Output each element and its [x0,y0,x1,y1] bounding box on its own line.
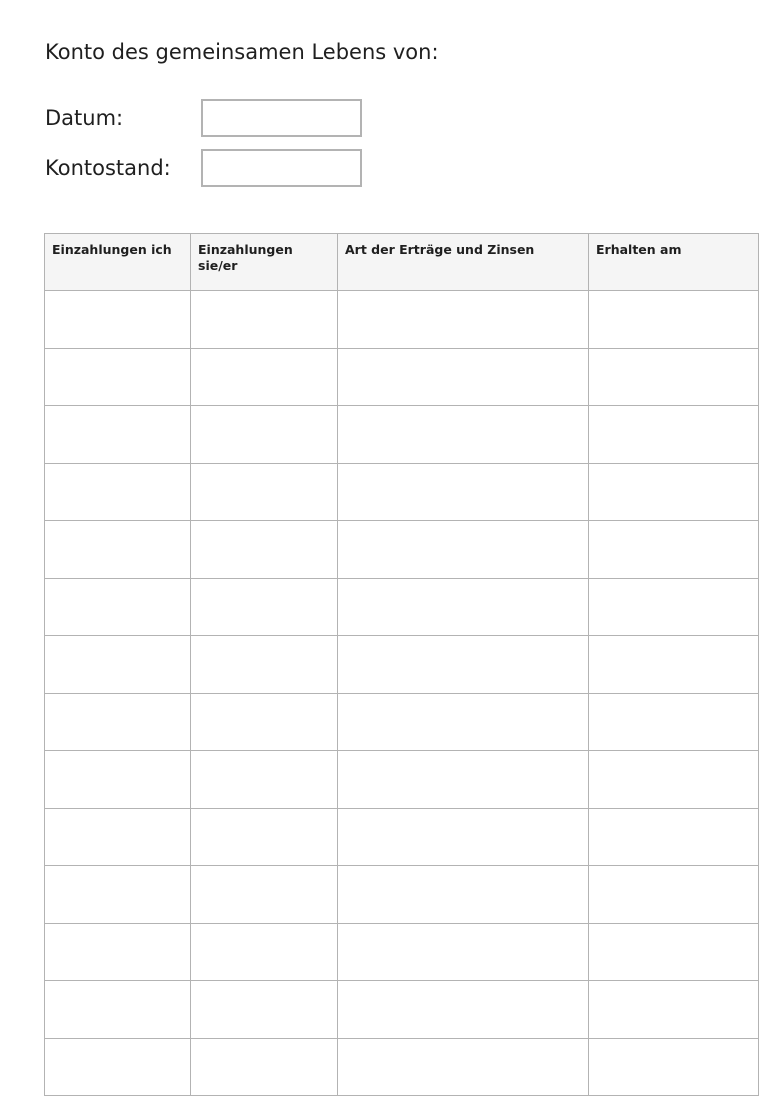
table-header-row [45,234,759,291]
table-cell[interactable] [338,1038,589,1096]
datum-label: Datum: [45,106,124,130]
table-row [45,751,759,809]
ledger-table [44,233,759,1096]
table-cell[interactable] [191,521,338,579]
table-cell[interactable] [589,463,759,521]
table-row [45,291,759,349]
table-cell[interactable] [45,923,191,981]
table-cell[interactable] [338,751,589,809]
table-cell[interactable] [191,578,338,636]
header-einzahlungen-ich: Einzahlungen ich [45,234,191,291]
table-cell[interactable] [45,1038,191,1096]
table-cell[interactable] [338,348,589,406]
table-cell[interactable] [191,866,338,924]
table-cell[interactable] [191,751,338,809]
table-cell[interactable] [45,693,191,751]
table-cell[interactable] [45,291,191,349]
table-cell[interactable] [589,636,759,694]
table-cell[interactable] [338,406,589,464]
table-cell[interactable] [589,981,759,1039]
kontostand-label: Kontostand: [45,156,171,180]
table-cell[interactable] [45,521,191,579]
table-row [45,463,759,521]
ledger-body [45,291,759,1096]
table-row [45,1038,759,1096]
table-cell[interactable] [589,1038,759,1096]
table-cell[interactable] [338,291,589,349]
table-cell[interactable] [589,866,759,924]
table-cell[interactable] [45,866,191,924]
table-cell[interactable] [191,463,338,521]
table-cell[interactable] [589,923,759,981]
table-cell[interactable] [338,463,589,521]
table-cell[interactable] [191,693,338,751]
table-cell[interactable] [191,406,338,464]
table-cell[interactable] [338,521,589,579]
header-art-der-ertraege: Art der Erträge und Zinsen [338,234,589,291]
table-cell[interactable] [191,636,338,694]
table-cell[interactable] [45,808,191,866]
table-cell[interactable] [191,981,338,1039]
table-cell[interactable] [191,1038,338,1096]
table-row [45,521,759,579]
header-einzahlungen-sie-er: Einzahlungen sie/er [191,234,338,291]
table-row [45,981,759,1039]
table-row [45,578,759,636]
table-row [45,636,759,694]
table-cell[interactable] [45,463,191,521]
table-cell[interactable] [589,291,759,349]
table-cell[interactable] [589,751,759,809]
table-cell[interactable] [589,808,759,866]
table-cell[interactable] [45,636,191,694]
table-cell[interactable] [45,406,191,464]
table-cell[interactable] [191,923,338,981]
table-cell[interactable] [589,348,759,406]
table-cell[interactable] [338,693,589,751]
table-row [45,406,759,464]
table-cell[interactable] [589,521,759,579]
table-cell[interactable] [338,923,589,981]
table-cell[interactable] [338,636,589,694]
table-cell[interactable] [45,981,191,1039]
table-cell[interactable] [338,981,589,1039]
table-cell[interactable] [338,866,589,924]
datum-input[interactable] [201,99,362,137]
table-cell[interactable] [45,578,191,636]
table-cell[interactable] [191,291,338,349]
table-row [45,348,759,406]
kontostand-input[interactable] [201,149,362,187]
table-row [45,693,759,751]
table-cell[interactable] [589,693,759,751]
table-cell[interactable] [191,808,338,866]
table-cell[interactable] [338,578,589,636]
table-cell[interactable] [191,348,338,406]
table-cell[interactable] [589,406,759,464]
table-row [45,923,759,981]
datum-row [45,99,362,137]
table-cell[interactable] [338,808,589,866]
kontostand-row [45,149,362,187]
table-cell[interactable] [45,348,191,406]
table-row [45,866,759,924]
header-erhalten-am: Erhalten am [589,234,759,291]
table-cell[interactable] [45,751,191,809]
page-title: Konto des gemeinsamen Lebens von: [45,40,439,64]
table-cell[interactable] [589,578,759,636]
table-row [45,808,759,866]
